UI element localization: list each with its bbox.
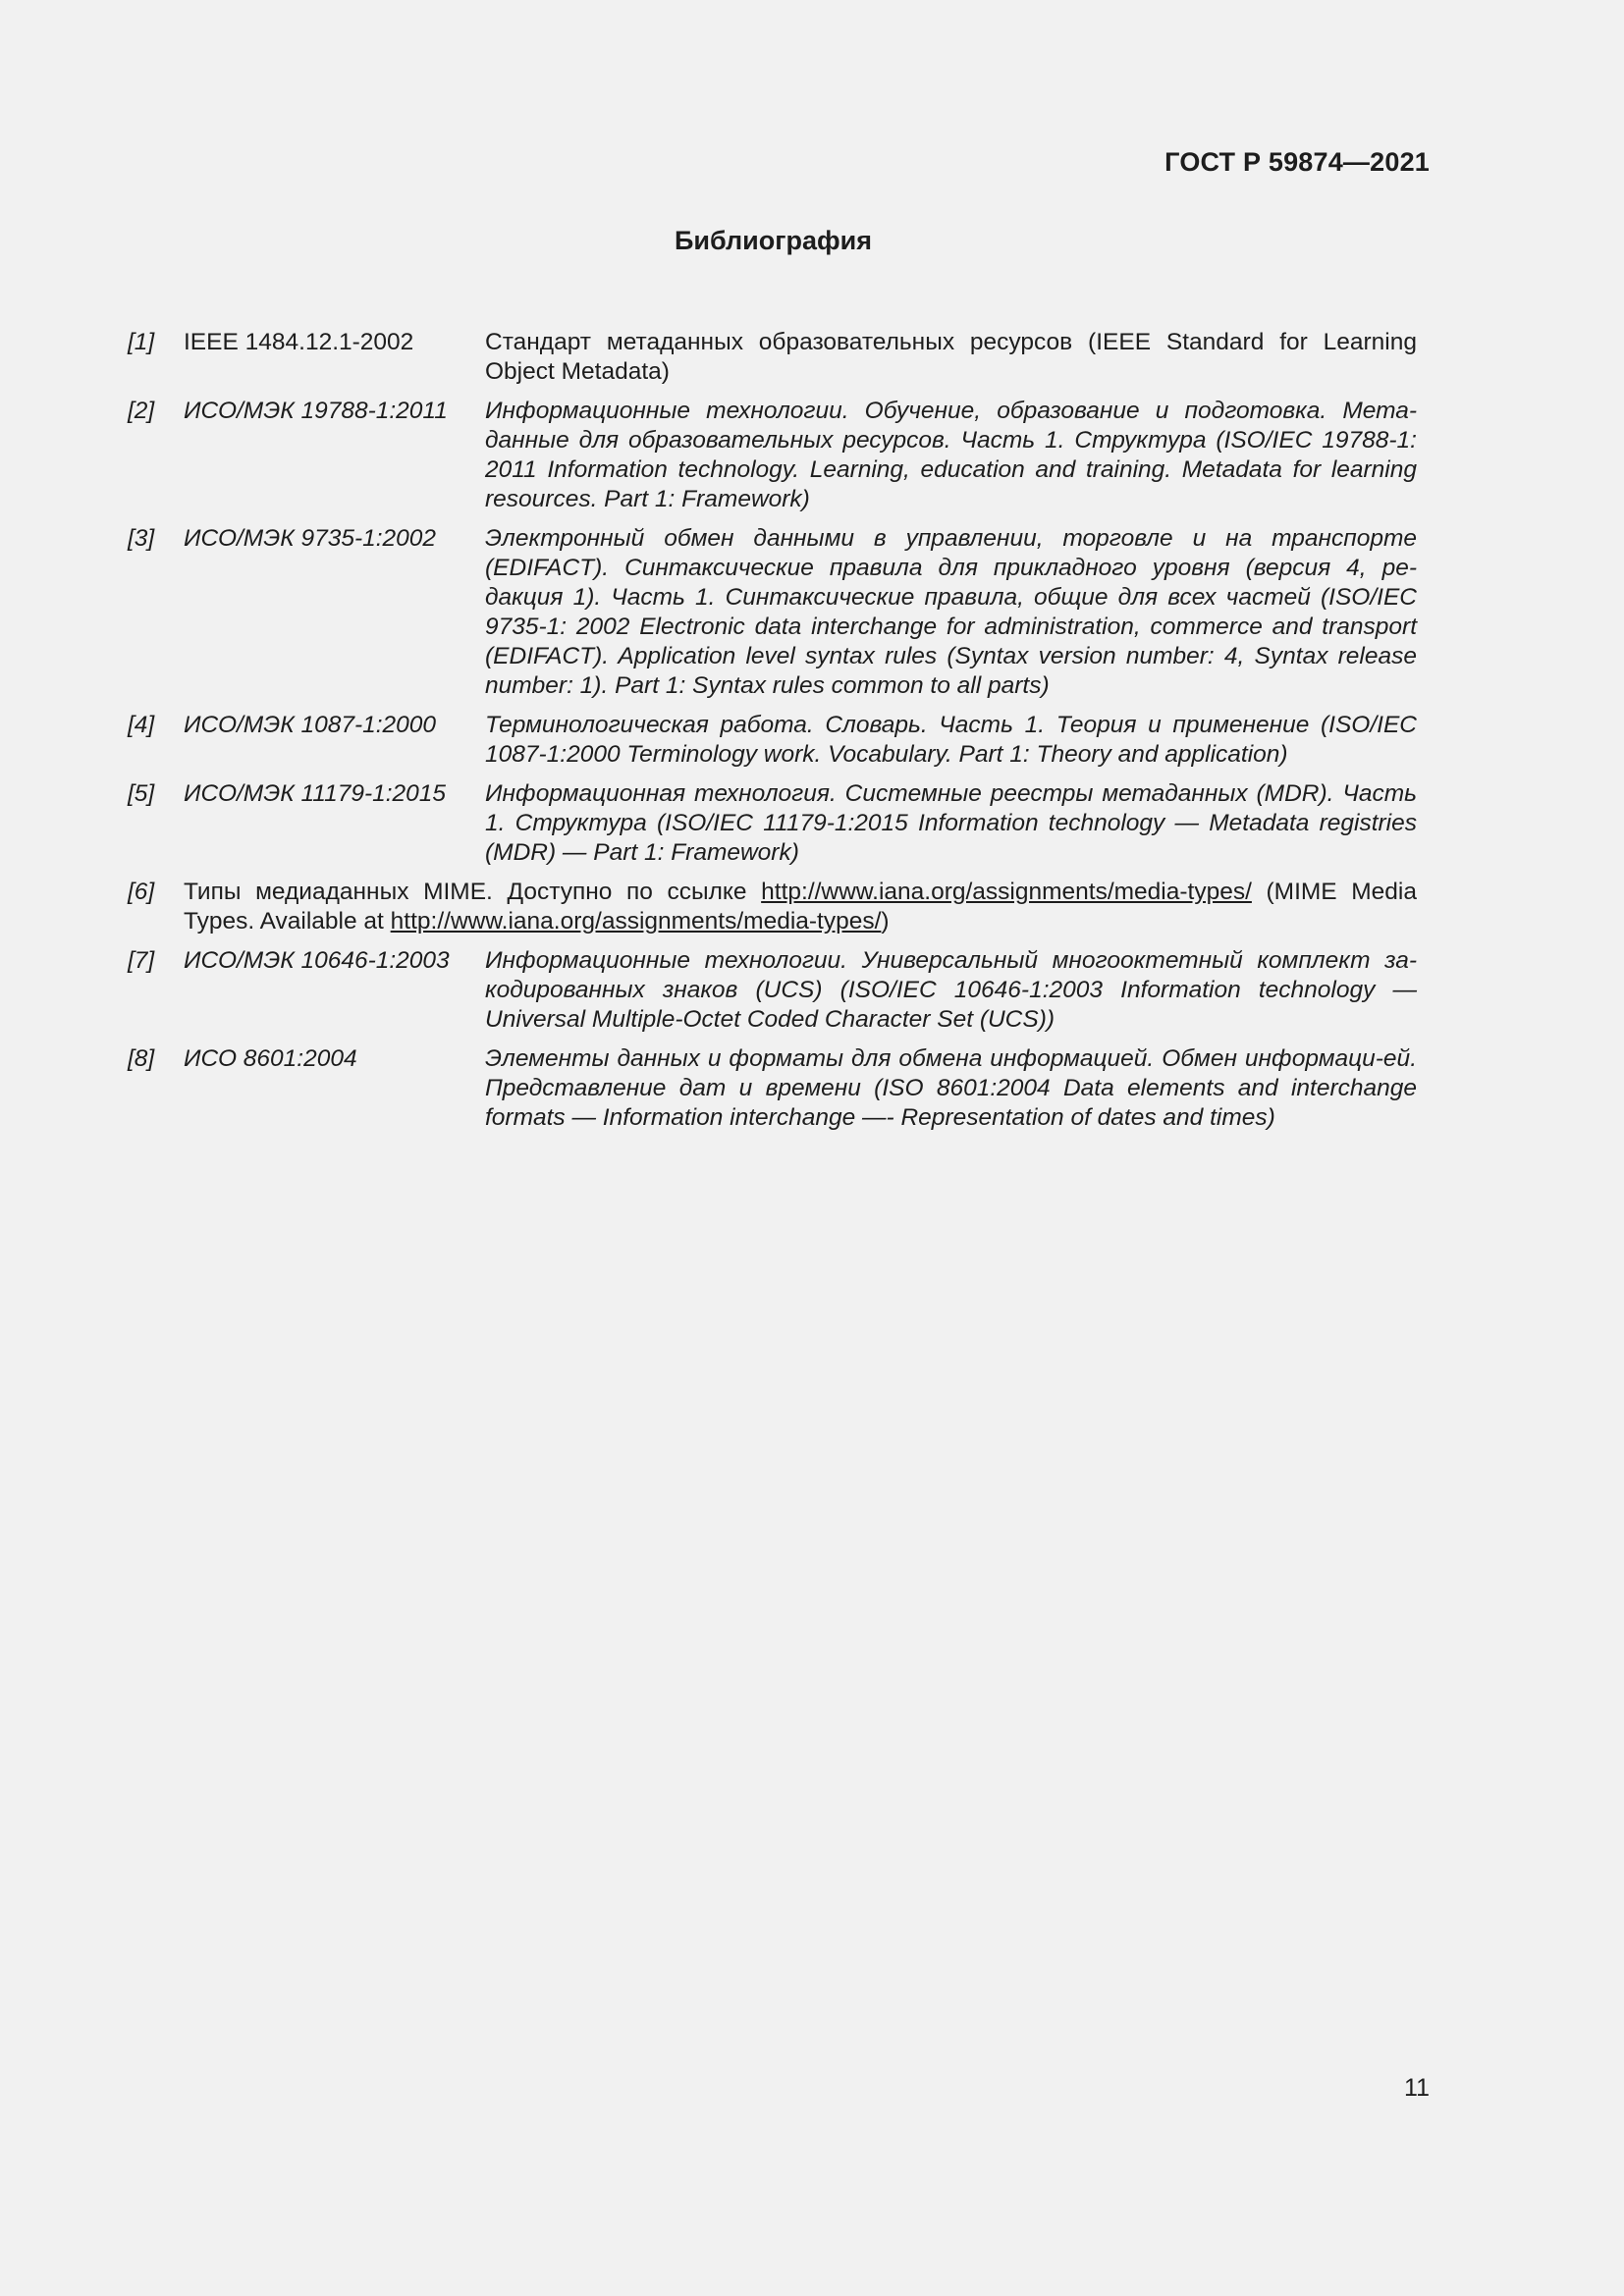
reference-title: Информационные технологии. Универсальный многооктетный комплект за-кодированных знаков (UCS) (ISO/IEC 10646-1:2003 Information technology — Universal Multiple-Octet Coded Character Set (UCS)) xyxy=(485,947,1417,1033)
page-heading: Библиография xyxy=(675,226,872,255)
reference-code: ИСО/МЭК 11179-1:2015 xyxy=(184,780,447,807)
page-number: 11 xyxy=(1404,2074,1430,2102)
reference-code: ИСО/МЭК 1087-1:2000 xyxy=(184,712,437,738)
reference-number: [7] xyxy=(128,947,155,974)
reference-number: [2] xyxy=(128,398,155,424)
reference-text-part: ) xyxy=(881,908,890,934)
reference-item xyxy=(128,328,1417,387)
reference-title: Информационные технологии. Обучение, образование и подготовка. Мета-данные для образовательных ресурсов. Часть 1. Структура (ISO/IEC 19788-1: 2011 Information technology. Learning, education and training. Metadata for learning resources. Part 1: Framework) xyxy=(485,398,1417,512)
reference-text xyxy=(184,878,1417,936)
reference-item xyxy=(128,779,1417,868)
reference-number: [4] xyxy=(128,712,155,738)
reference-number: [5] xyxy=(128,780,155,807)
reference-number: [1] xyxy=(128,329,155,355)
reference-item xyxy=(128,1044,1417,1133)
reference-item xyxy=(128,524,1417,701)
reference-number: [6] xyxy=(128,879,155,905)
reference-text-part: (MIME Media Types. Available at xyxy=(184,879,1417,934)
document-code: ГОСТ Р 59874—2021 xyxy=(1164,147,1430,177)
reference-number: [3] xyxy=(128,525,155,552)
reference-item xyxy=(128,397,1417,514)
reference-code: ИСО 8601:2004 xyxy=(184,1045,357,1072)
reference-code: IEEE 1484.12.1-2002 xyxy=(184,329,414,355)
reference-title: Стандарт метаданных образовательных ресурсов (IEEE Standard for Learning Object Metadata) xyxy=(485,329,1417,385)
reference-number: [8] xyxy=(128,1045,155,1072)
reference-title: Информационная технология. Системные реестры метаданных (MDR). Часть 1. Структура (ISO/IEC 11179-1:2015 Information technology — Metadata registries (MDR) — Part 1: Framework) xyxy=(485,780,1417,866)
reference-code: ИСО/МЭК 19788-1:2011 xyxy=(184,398,448,424)
reference-code: ИСО/МЭК 9735-1:2002 xyxy=(184,525,437,552)
media-types-link[interactable]: http://www.iana.org/assignments/media-types/ xyxy=(390,908,882,934)
reference-title: Элементы данных и форматы для обмена информацией. Обмен информаци-ей. Представление дат и времени (ISO 8601:2004 Data elements and interchange formats — Information interchange —- Representation of dates and times) xyxy=(485,1045,1417,1131)
reference-title: Электронный обмен данными в управлении, торговле и на транспорте (EDIFACT). Синтаксические правила для прикладного уровня (версия 4, ре-дакция 1). Часть 1. Синтаксические правила, общие для всех частей (ISO/IEC 9735-1: 2002 Electronic data interchange for administration, commerce and transport (EDIFACT). Application level syntax rules (Syntax version number: 4, Syntax release number: 1). Part 1: Syntax rules common to all parts) xyxy=(485,525,1417,699)
media-types-link[interactable]: http://www.iana.org/assignments/media-types/ xyxy=(761,879,1252,905)
reference-code: ИСО/МЭК 10646-1:2003 xyxy=(184,947,450,974)
bibliography-list xyxy=(128,328,1417,1143)
reference-title: Терминологическая работа. Словарь. Часть 1. Теория и применение (ISO/IEC 1087-1:2000 Terminology work. Vocabulary. Part 1: Theory and application) xyxy=(485,712,1417,768)
reference-text-part: Типы медиаданных MIME. Доступно по ссылке xyxy=(184,879,762,905)
reference-item xyxy=(128,878,1417,936)
reference-item xyxy=(128,711,1417,770)
reference-item xyxy=(128,946,1417,1035)
